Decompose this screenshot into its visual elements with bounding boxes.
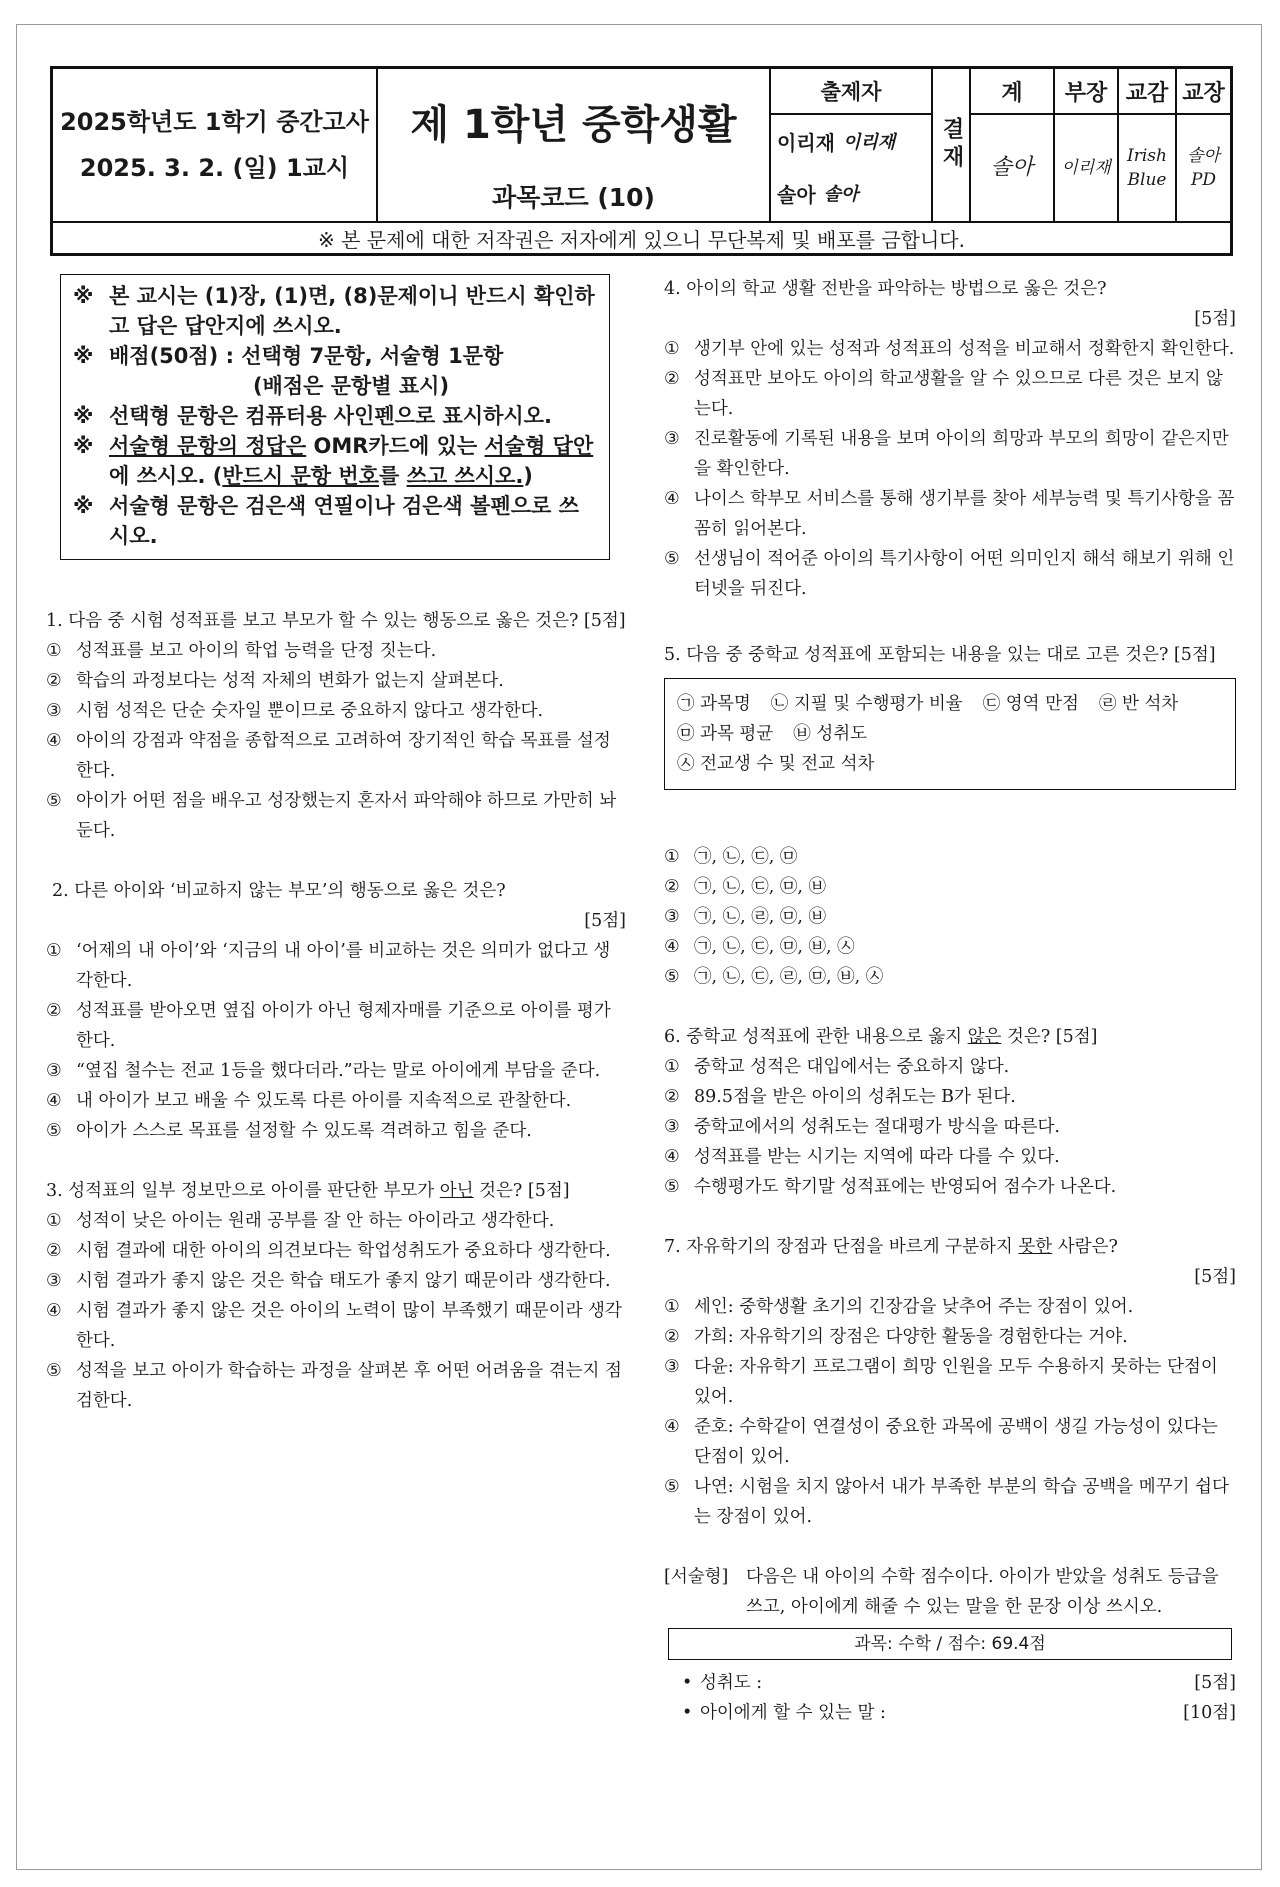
option-number: ③ [46,1061,62,1081]
option-text: ㉠, ㉡, ㉢, ㉣, ㉤, ㉥, ㉦ [694,967,884,987]
author-label: 출제자 [771,69,931,115]
instruction-fragment: 를 [378,464,407,488]
copyright-notice: ※ 본 문제에 대한 저작권은 저자에게 있으니 무단복제 및 배포를 금합니다. [53,221,1230,253]
option-number: ② [664,877,680,897]
option-text: 성적표만 보아도 아이의 학교생활을 알 수 있으므로 다른 것은 보지 않는다. [694,369,1223,419]
approval-head-signature: 이리재 [1061,158,1111,178]
author-2 [771,167,931,219]
option-text: 시험 결과가 좋지 않은 것은 학습 태도가 좋지 않기 때문이라 생각한다. [76,1271,611,1291]
approval-label [933,69,971,221]
option-text: 선생님이 적어준 아이의 특기사항이 어떤 의미인지 해석 해보기 위해 인터넷을 뒤진다. [694,549,1235,599]
approval-principal-label: 교장 [1177,69,1230,115]
question-3-option-4[interactable] [46,1296,626,1356]
option-text: 시험 결과에 대한 아이의 의견보다는 학업성취도가 중요하다 생각한다. [76,1241,611,1261]
item-subject-name: ㉠ 과목명 [677,694,751,714]
option-text: 다윤: 자유학기 프로그램이 희망 인원을 모두 수용하지 못하는 단점이 있어. [694,1357,1218,1407]
question-1-option-3[interactable] [46,696,626,726]
option-number: ④ [46,1091,62,1111]
exam-title-cell [378,69,771,221]
question-4 [664,274,1236,604]
option-number: ③ [46,1271,62,1291]
option-number: ④ [664,1147,680,1167]
question-1-option-5[interactable] [46,786,626,846]
question-7-option-5[interactable] [664,1472,1236,1532]
option-number: ⑤ [664,1477,680,1497]
stem-fragment: 3. 성적표의 일부 정보만으로 아이를 판단한 부모가 [46,1181,440,1201]
approval-staff [971,69,1055,221]
stem-emphasis: 않은 [967,1027,1002,1047]
option-text: 89.5점을 받은 아이의 성취도는 B가 된다. [694,1087,1016,1107]
approval-vice-principal [1119,69,1177,221]
question-6-option-4[interactable] [664,1142,1236,1172]
question-4-option-3[interactable] [664,424,1236,484]
option-number: ① [664,339,680,359]
essay-answer-message[interactable] [664,1698,1236,1728]
option-text: 중학교에서의 성취도는 절대평가 방식을 따른다. [694,1117,1060,1137]
option-text: 성적표를 받는 시기는 지역에 따라 다를 수 있다. [694,1147,1060,1167]
question-4-option-5[interactable] [664,544,1236,604]
question-2-option-2[interactable] [46,996,626,1056]
question-2-stem: 2. 다른 아이와 ‘비교하지 않는 부모’의 행동으로 옳은 것은? [52,881,506,901]
question-4-stem: 4. 아이의 학교 생활 전반을 파악하는 방법으로 옳은 것은? [664,279,1107,299]
question-1-option-4[interactable] [46,726,626,786]
stem-fragment: 7. 자유학기의 장점과 단점을 바르게 구분하지 [664,1237,1019,1257]
instruction-1 [73,281,599,341]
essay-stem [664,1562,1236,1622]
option-text: 생기부 안에 있는 성적과 성적표의 성적을 비교해서 정확한지 확인한다. [694,339,1235,359]
option-text: 성적을 보고 아이가 학습하는 과정을 살펴본 후 어떤 어려움을 겪는지 점검한다. [76,1361,622,1411]
instruction-emphasis: 서술형 문항의 정답은 [109,434,307,458]
approval-vice-principal-label: 교감 [1119,69,1175,115]
option-text: 시험 성적은 단순 숫자일 뿐이므로 중요하지 않다고 생각한다. [76,701,544,721]
approval-head-label: 부장 [1055,69,1117,115]
question-7 [664,1232,1236,1532]
left-column [46,274,626,1446]
question-5-option-1[interactable] [664,842,1236,872]
question-1 [46,606,626,846]
option-text: 세인: 중학생활 초기의 긴장감을 낮추어 주는 장점이 있어. [694,1297,1134,1317]
approval-vice-principal-signature: Irish Blue [1127,146,1167,190]
option-number: ③ [664,1117,680,1137]
option-text: 학습의 과정보다는 성적 자체의 변화가 없는지 살펴본다. [76,671,504,691]
question-4-option-1[interactable] [664,334,1236,364]
instruction-4 [73,431,599,491]
option-number: ① [664,1297,680,1317]
reference-mark: ※ [73,404,94,428]
author-1 [771,115,931,167]
option-text: 준호: 수학같이 연결성이 중요한 과목에 공백이 생길 가능성이 있다는 단점이 있어. [694,1417,1218,1467]
option-number: ② [46,671,62,691]
option-text: 성적표를 보고 아이의 학업 능력을 단정 짓는다. [76,641,437,661]
option-text: ㉠, ㉡, ㉢, ㉤ [694,847,798,867]
question-5-option-5[interactable] [664,962,1236,992]
essay-question [664,1562,1236,1728]
instruction-5 [73,491,599,551]
question-3 [46,1176,626,1416]
option-number: ⑤ [46,1361,62,1381]
approval-label-text: 결재 [939,117,964,173]
essay-answer-achievement[interactable] [664,1668,1236,1698]
question-6-option-3[interactable] [664,1112,1236,1142]
instruction-text: 배점(50점) : 선택형 7문항, 서술형 1문항 [109,344,504,368]
instruction-emphasis: 반드시 문항 번호 [222,464,379,488]
question-5-option-2[interactable] [664,872,1236,902]
question-6-option-5[interactable] [664,1172,1236,1202]
option-number: ③ [664,429,680,449]
instruction-fragment: 에 쓰시오. ( [109,464,223,488]
option-text: 진로활동에 기록된 내용을 보며 아이의 희망과 부모의 희망이 같은지만을 확인한다. [694,429,1229,479]
option-number: ⑤ [664,967,680,987]
option-number: ⑤ [664,1177,680,1197]
option-number: ④ [664,1417,680,1437]
option-text: ㉠, ㉡, ㉢, ㉤, ㉥, ㉦ [694,937,855,957]
instruction-emphasis: 서술형 답안 [484,434,594,458]
question-6-option-2[interactable] [664,1082,1236,1112]
right-column [664,274,1236,1728]
stem-fragment: 것은? [5점] [473,1181,570,1201]
question-3-option-1[interactable] [46,1206,626,1236]
stem-fragment: 6. 중학교 성적표에 관한 내용으로 옳지 [664,1027,968,1047]
option-number: ③ [664,907,680,927]
question-1-option-1[interactable] [46,636,626,666]
option-number: ⑤ [46,791,62,811]
approval-principal [1177,69,1230,221]
question-2-option-5[interactable] [46,1116,626,1146]
question-7-stem [664,1232,1236,1262]
option-number: ② [46,1241,62,1261]
answer-label: 아이에게 할 수 있는 말 : [700,1703,886,1723]
option-number: ① [664,847,680,867]
exam-date: 2025. 3. 2. (일) 1교시 [79,154,350,182]
instruction-2-sub: (배점은 문항별 표시) [252,374,450,398]
option-number: ④ [46,731,62,751]
author-cell [771,69,933,221]
author-2-name: 솔아 [777,182,816,207]
instruction-text: 본 교시는 (1)장, (1)면, (8)문제이니 반드시 확인하고 답은 답안지에 쓰시오. [109,284,595,338]
option-text: 아이가 어떤 점을 배우고 성장했는지 혼자서 파악해야 하므로 가만히 놔둔다. [76,791,617,841]
approval-principal-signature: 솔아 PD [1187,146,1220,190]
option-text: 나연: 시험을 치지 않아서 내가 부족한 부분의 학습 공백을 메꾸기 쉽다는 장점이 있어. [694,1477,1229,1527]
instruction-text: 선택형 문항은 컴퓨터용 사인펜으로 표시하시오. [109,404,552,428]
answer-points: [5점] [1194,1673,1236,1693]
subject-code: 과목코드 (10) [492,183,655,212]
instruction-text: 서술형 문항은 검은색 연필이나 검은색 볼펜으로 쓰시오. [109,494,579,548]
option-number: ④ [664,937,680,957]
exam-term: 2025학년도 1학기 중간고사 [60,108,369,136]
essay-label: [서술형] [664,1567,729,1587]
author-1-signature: 이리재 [842,132,896,153]
instructions-box [60,274,610,560]
answer-label: 성취도 : [700,1673,763,1693]
question-3-option-2[interactable] [46,1236,626,1266]
instruction-fragment: ) [523,464,533,488]
author-2-signature: 솔아 [823,184,859,205]
question-6 [664,1022,1236,1202]
reference-mark: ※ [73,284,94,308]
option-text: “옆집 철수는 전교 1등을 했다더라.”라는 말로 아이에게 부담을 준다. [76,1061,601,1081]
stem-emphasis: 못한 [1018,1237,1053,1257]
option-text: ㉠, ㉡, ㉢, ㉤, ㉥ [694,877,827,897]
question-2-points: [5점] [584,911,626,931]
question-2-option-3[interactable] [46,1056,626,1086]
option-number: ③ [46,701,62,721]
option-text: 성적이 낮은 아이는 원래 공부를 잘 안 하는 아이라고 생각한다. [76,1211,555,1231]
option-number: ① [46,1211,62,1231]
item-test-ratio: ㉡ 지필 및 수행평가 비율 [770,694,963,714]
essay-stem-text: 다음은 내 아이의 수학 점수이다. 아이가 받았을 성취도 등급을 쓰고, 아이에게 해줄 수 있는 말을 한 문장 이상 쓰시오. [746,1567,1219,1617]
option-number: ① [46,941,62,961]
question-3-stem [46,1176,626,1206]
option-text: 내 아이가 보고 배울 수 있도록 다른 아이를 지속적으로 관찰한다. [76,1091,572,1111]
approval-head [1055,69,1119,221]
exam-title: 제 1학년 중학생활 [410,102,737,148]
question-3-option-3[interactable] [46,1266,626,1296]
question-7-option-2[interactable] [664,1322,1236,1352]
approval-staff-label: 계 [971,69,1053,115]
option-text: 시험 결과가 좋지 않은 것은 아이의 노력이 많이 부족했기 때문이라 생각한다. [76,1301,622,1351]
option-text: 아이가 스스로 목표를 설정할 수 있도록 격려하고 힘을 준다. [76,1121,532,1141]
approval-staff-signature: 솔아 [990,155,1034,180]
question-2 [46,876,626,1146]
option-text: 아이의 강점과 약점을 종합적으로 고려하여 장기적인 학습 목표를 설정한다. [76,731,611,781]
question-5-item-box [664,678,1236,790]
instruction-fragment: OMR카드에 있는 [306,434,485,458]
item-subject-average: ㉤ 과목 평균 [677,724,774,744]
instruction-3 [73,401,599,431]
item-achievement: ㉥ 성취도 [793,724,868,744]
option-number: ⑤ [664,549,680,569]
option-number: ② [664,369,680,389]
option-text: ㉠, ㉡, ㉣, ㉤, ㉥ [694,907,827,927]
item-max-score: ㉢ 영역 만점 [982,694,1079,714]
question-7-option-3[interactable] [664,1352,1236,1412]
exam-info [53,69,378,221]
bullet: • [682,1703,693,1723]
question-2-option-1[interactable] [46,936,626,996]
question-7-points: [5점] [1194,1267,1236,1287]
option-text: 수행평가도 학기말 성적표에는 반영되어 점수가 나온다. [694,1177,1117,1197]
question-1-option-2[interactable] [46,666,626,696]
question-4-points: [5점] [1194,309,1236,329]
option-number: ① [46,641,62,661]
question-2-option-4[interactable] [46,1086,626,1116]
question-5-option-4[interactable] [664,932,1236,962]
stem-emphasis: 아닌 [439,1181,474,1201]
option-number: ② [664,1327,680,1347]
question-5-stem: 5. 다음 중 중학교 성적표에 포함되는 내용을 있는 대로 고른 것은? [5점] [664,645,1216,665]
instruction-2 [73,341,599,371]
option-number: ② [664,1087,680,1107]
stem-fragment: 사람은? [1052,1237,1118,1257]
option-text: 가희: 자유학기의 장점은 다양한 활동을 경험한다는 거야. [694,1327,1128,1347]
reference-mark: ※ [73,434,94,458]
stem-fragment: 것은? [5점] [1001,1027,1098,1047]
exam-header [50,66,1233,256]
option-number: ② [46,1001,62,1021]
question-7-option-1[interactable] [664,1292,1236,1322]
question-6-option-1[interactable] [664,1052,1236,1082]
option-number: ⑤ [46,1121,62,1141]
essay-score-box: 과목: 수학 / 점수: 69.4점 [668,1628,1232,1660]
reference-mark: ※ [73,344,94,368]
question-7-option-4[interactable] [664,1412,1236,1472]
item-school-rank: ㉦ 전교생 수 및 전교 석차 [677,754,875,774]
question-6-stem [664,1022,1236,1052]
bullet: • [682,1673,693,1693]
answer-points: [10점] [1183,1703,1236,1723]
option-text: ‘어제의 내 아이’와 ‘지금의 내 아이’를 비교하는 것은 의미가 없다고 생각한다. [76,941,611,991]
question-1-stem: 1. 다음 중 시험 성적표를 보고 부모가 할 수 있는 행동으로 옳은 것은? [5점] [46,611,626,631]
item-class-rank: ㉣ 반 석차 [1098,694,1179,714]
option-text: 성적표를 받아오면 옆집 아이가 아닌 형제자매를 기준으로 아이를 평가한다. [76,1001,611,1051]
option-number: ④ [46,1301,62,1321]
instruction-emphasis: 쓰고 쓰시오. [406,464,524,488]
question-3-option-5[interactable] [46,1356,626,1416]
question-4-option-2[interactable] [664,364,1236,424]
question-5 [664,640,1236,992]
author-1-name: 이리재 [777,130,835,155]
option-number: ④ [664,489,680,509]
option-text: 중학교 성적은 대입에서는 중요하지 않다. [694,1057,1010,1077]
question-5-option-3[interactable] [664,902,1236,932]
reference-mark: ※ [73,494,94,518]
option-text: 나이스 학부모 서비스를 통해 생기부를 찾아 세부능력 및 특기사항을 꼼꼼히 읽어본다. [694,489,1235,539]
instruction-text [109,431,599,491]
option-number: ① [664,1057,680,1077]
question-4-option-4[interactable] [664,484,1236,544]
option-number: ③ [664,1357,680,1377]
